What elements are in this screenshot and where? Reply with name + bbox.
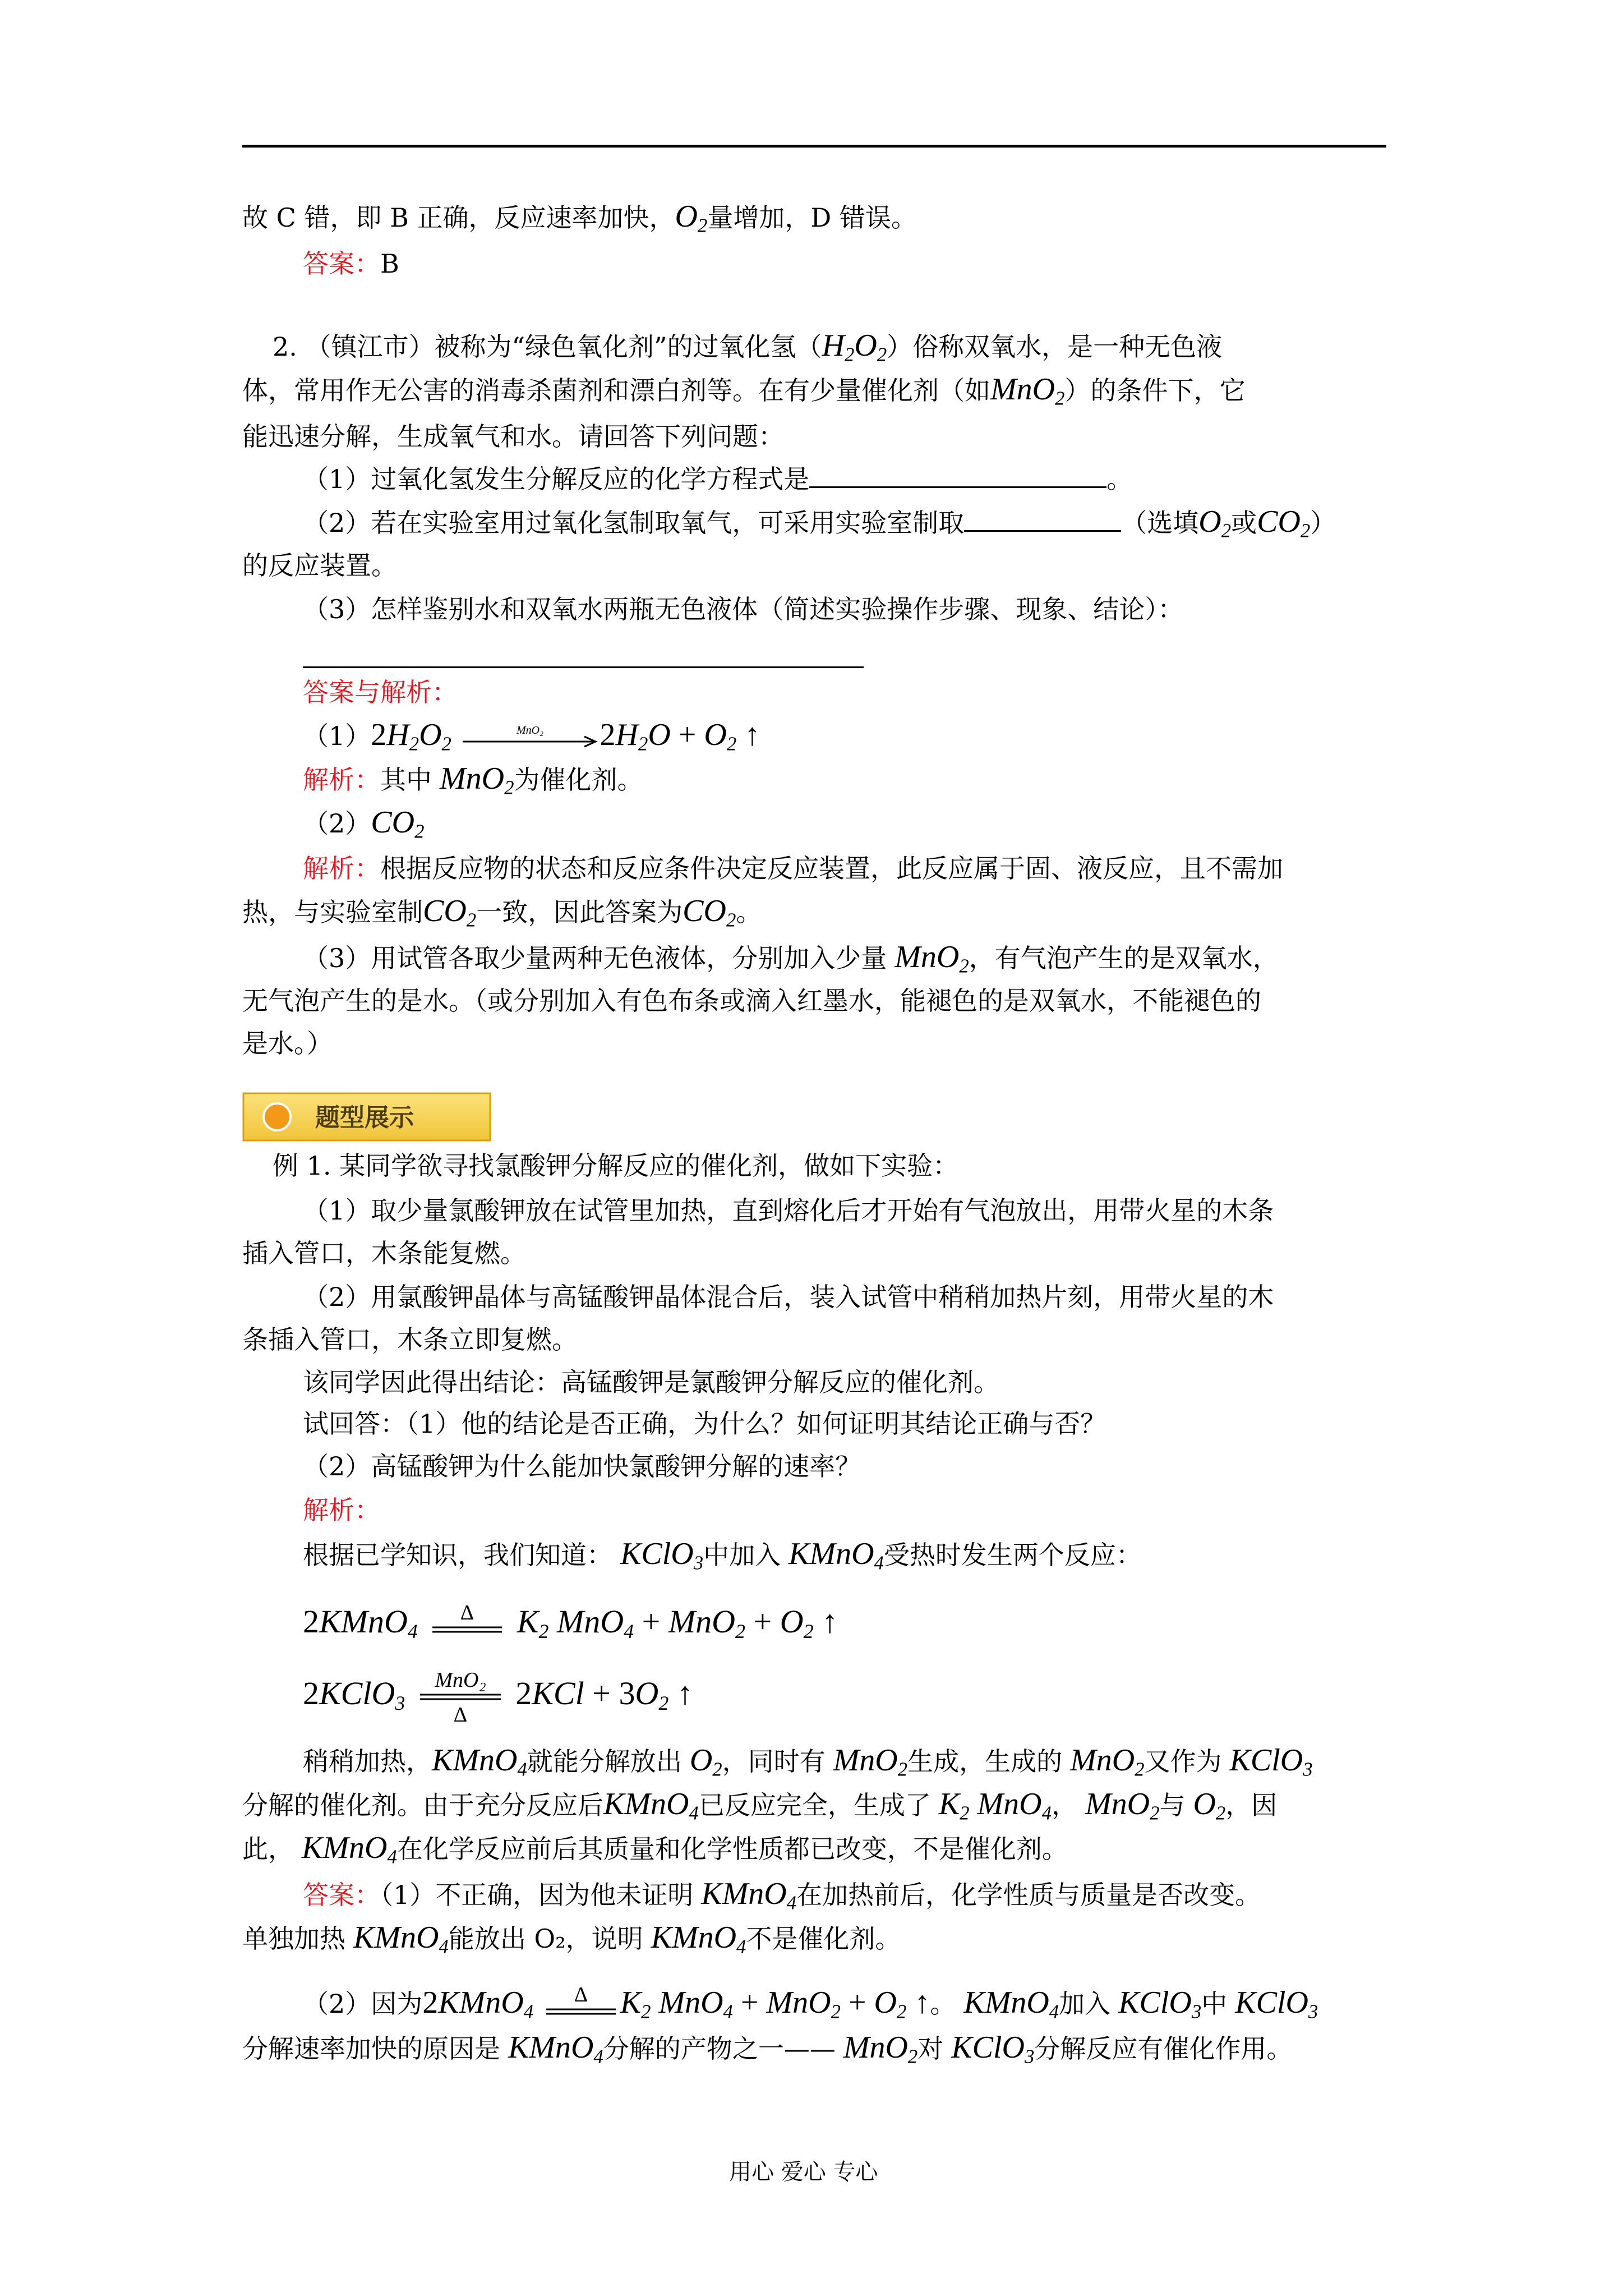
section-badge [242, 1092, 491, 1142]
example-text: 该同学因此得出结论：高锰酸钾是氯酸钾分解反应的催化剂。 [303, 1367, 999, 1397]
question-text: 2. （镇江市）被称为“绿色氧化剂”的过氧化氢$(H_2O_2)$俗称双氧水，是一种无色液 [273, 328, 1223, 366]
analysis-label: 解析： [303, 1495, 380, 1525]
badge-dot-icon [264, 1103, 291, 1130]
svg-text:MnO₂: MnO₂ [435, 1668, 486, 1692]
question-part: 的反应装置。 [242, 550, 397, 581]
page-footer: 用心 爱心 专心 [729, 2159, 878, 2185]
equation: 2KClO$_3$ MnO₂ Δ $2KCl + 3O_2$ ↑ [303, 1659, 693, 1729]
analysis-line: 热，与实验室制$CO_2$一致，因此答案为$CO_2$。 [242, 894, 762, 931]
answer-line: （2）因为2KMnO$_4$ Δ $K_2$ $MnO_4 + MnO_2 + O_2$ ↑。 KMnO$_4$加入 KClO$_3$中 KClO$_3$ [303, 1975, 1318, 2034]
answer-line: 答案：B [303, 249, 399, 279]
example-title: 例 1. 某同学欲寻找氯酸钾分解反应的催化剂，做如下实验： [273, 1151, 959, 1181]
answer-line: （3）用试管各取少量两种无色液体，分别加入少量 MnO$_2$，有气泡产生的是双氧水， [303, 940, 1279, 977]
svg-text:MnO₂: MnO₂ [516, 724, 543, 737]
svg-text:Δ: Δ [453, 1703, 468, 1727]
answer-line: 分解速率加快的原因是 KMnO$_4$分解的产物之一—— MnO$_2$对 KClO$_3$分解反应有催化作用。 [242, 2030, 1293, 2068]
badge-graphic [242, 1092, 491, 1142]
answer-blank [303, 666, 864, 668]
equation: 2KMnO$_4$ Δ $K_2$ $MnO_4 + MnO_2 + O_2$ ↑ [303, 1593, 838, 1652]
answer-line: $(2)CO_2$ [303, 805, 425, 843]
equation-line: $(1)2H_2O_2$ MnO₂ $2H_2O + O_2$ ↑ [303, 717, 760, 755]
example-question: （2）高锰酸钾为什么能加快氯酸钾分解的速率？ [303, 1451, 861, 1481]
analysis-line: 解析：根据反应物的状态和反应条件决定反应装置，此反应属于固、液反应，且不需加 [303, 853, 1283, 884]
answer-label: 答案： [303, 249, 380, 279]
answer-line: 是水。） [242, 1028, 333, 1059]
answer-line: 无气泡产生的是水。（或分别加入有色布条或滴入红墨水，能褪色的是双氧水，不能褪色的 [242, 986, 1261, 1016]
svg-text:题型展示: 题型展示 [315, 1103, 414, 1132]
text-line: 故 C 错，即 B 正确，反应速率加快，$O_2$量增加，D 错误。 [242, 199, 917, 237]
svg-text:Δ: Δ [460, 1600, 474, 1625]
answer-blank [809, 464, 1106, 488]
analysis-line: 根据已学知识，我们知道： KClO$_3$中加入 KMnO$_4$受热时发生两个反应： [303, 1536, 1142, 1574]
answer-line: 单独加热 KMnO$_4$能放出 O₂，说明 KMnO$_4$不是催化剂。 [242, 1920, 901, 1958]
svg-text:Δ: Δ [574, 1983, 588, 2007]
reaction-condition [542, 1978, 620, 2034]
reaction-condition [428, 1596, 506, 1652]
analysis-line: 此， KMnO$_4$在化学反应前后其质量和化学性质都已改变，不是催化剂。 [242, 1830, 1068, 1868]
answer-line: 答案：（1）不正确，因为他未证明 KMnO$_4$在加热前后，化学性质与质量是否改变。 [303, 1876, 1261, 1914]
question-part: （2）若在实验室用过氧化氢制取氧气，可采用实验室制取 （选填$O_2$或$CO_2$） [303, 504, 1336, 542]
reaction-condition [416, 1662, 505, 1729]
question-text: 能迅速分解，生成氧气和水。请回答下列问题： [242, 421, 784, 452]
example-question: 试回答：（1）他的结论是否正确，为什么？如何证明其结论正确与否？ [303, 1409, 1106, 1439]
answer-label: 答案与解析： [303, 677, 458, 707]
analysis-line: 解析：其中 MnO$_2$为催化剂。 [303, 761, 643, 799]
reaction-arrow [460, 721, 600, 755]
question-part: （3）怎样鉴别水和双氧水两瓶无色液体（简述实验操作步骤、现象、结论）： [303, 594, 1184, 624]
analysis-line: 分解的催化剂。由于充分反应后KMnO$_4$已反应完全，生成了 $K_2$ MnO$_4$， MnO$_2$与 $O_2$，因 [242, 1787, 1278, 1824]
question-part: （1）过氧化氢发生分解反应的化学方程式是 。 [303, 464, 1133, 494]
example-text: 条插入管口，木条立即复燃。 [242, 1324, 578, 1355]
analysis-line: 稍稍加热，KMnO$_4$就能分解放出 $O_2$，同时有 MnO$_2$生成，生成的 MnO$_2$又作为 KClO$_3$ [303, 1743, 1313, 1780]
example-text: （2）用氯酸钾晶体与高锰酸钾晶体混合后，装入试管中稍稍加热片刻，用带火星的木 [303, 1282, 1274, 1312]
example-text: 插入管口，木条能复燃。 [242, 1238, 526, 1268]
header-rule [242, 145, 1386, 148]
answer-blank [964, 508, 1121, 532]
question-text: 体，常用作无公害的消毒杀菌剂和漂白剂等。在有少量催化剂（如MnO$_2$）的条件下，它 [242, 372, 1246, 409]
example-text: （1）取少量氯酸钾放在试管里加热，直到熔化后才开始有气泡放出，用带火星的木条 [303, 1195, 1274, 1226]
